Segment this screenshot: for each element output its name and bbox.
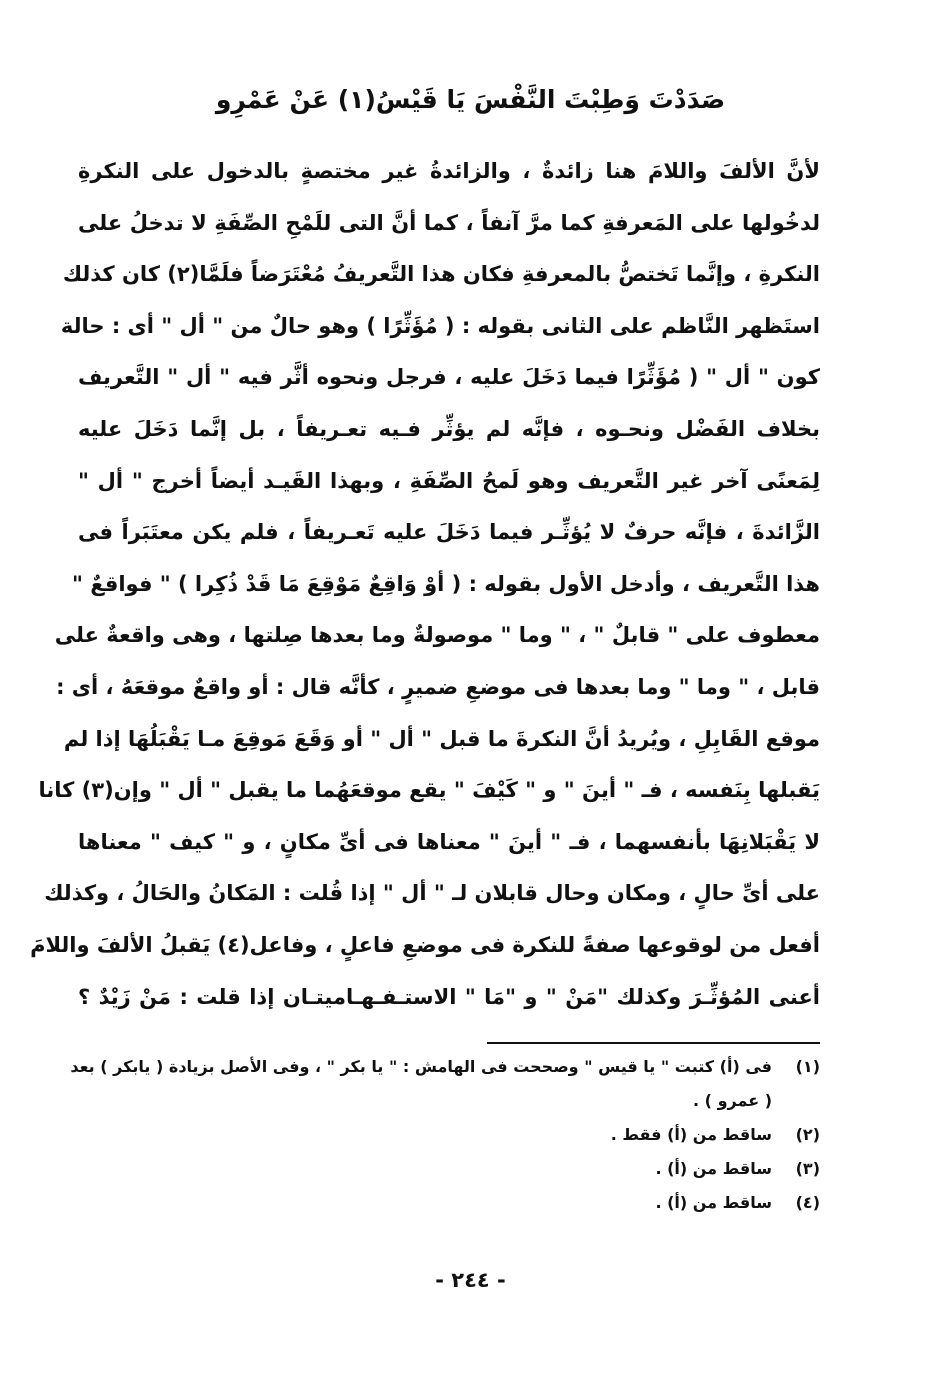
body-text (30, 146, 820, 1023)
body-line: أعنى المُؤثِّـرَ وكذلك "مَنْ " و "مَا " الاستـفـهـاميتـان إذا قلت : مَنْ زَيْدٌ ؟ (78, 984, 820, 1009)
verse-line: صَدَدْتَ وَطِبْتَ النَّفْسَ يَا قَيْسُ(١) عَنْ عَمْرِو (215, 85, 726, 114)
footnote-number: (١) (795, 1057, 820, 1076)
footnote-number: (٤) (795, 1193, 820, 1212)
footnote-text: ساقط من (أ) . (655, 1193, 772, 1212)
body-line: بخلاف الفَضْل ونحـوه ، فإنَّه لم يؤثِّر فـيه تعـريفاً ، بل إنَّما دَخَلَ عليه (78, 416, 820, 441)
footnote (78, 1152, 820, 1186)
body-line: يَقبلها بِنَفسه ، فـ " أينَ " و " كَيْفَ " يقع موقعَهُما ما يقبل " أل " وإن(٣) كانا (38, 778, 820, 803)
body-line: على أىِّ حالٍ ، ومكان وحال قابلان لـ " أل " إذا قُلت : المَكانُ والحَالُ ، وكذلك (44, 881, 820, 906)
body-line: قابل ، " وما " وما بعدها فى موضعِ ضميرٍ ، كأنَّه قال : أو واقعٌ موقعَهُ ، أى : (56, 674, 820, 699)
body-line: النكرةِ ، وإنَّما تَختصُّ بالمعرفةِ فكان هذا التَّعريفُ مُعْتَرَضاً فلَمَّا(٢) كان كذلك (62, 262, 820, 287)
body-line: هذا التَّعريف ، وأدخل الأول بقوله : ( أوْ وَاقِعٌ مَوْقِعَ مَا قَدْ ذُكِرا ) " فواقعٌ " (72, 571, 820, 596)
footnote-text: ساقط من (أ) . (655, 1159, 772, 1178)
footnote-text: فى (أ) كتبت " يا قيس " وصححت فى الهامش : " يا بكر " ، وفى الأصل بزيادة ( يابكر ) بعد (70, 1057, 772, 1076)
body-line: الزَّائدةَ ، فإنَّه حرفٌ لا يُؤثِّـر فيما دَخَلَ عليه تَعـريفاً ، فلم يكن معتَبَراً فى (78, 520, 820, 545)
footnotes (70, 1050, 820, 1220)
footnote-number: (٣) (795, 1159, 820, 1178)
footnote (70, 1050, 820, 1084)
footnote-continuation: ( عمرو ) . (693, 1091, 772, 1110)
body-line: لا يَقْبَلانِهَا بأنفسهما ، فـ " أينَ " معناها فى أىِّ مكانٍ ، و " كيف " معناها (78, 829, 820, 854)
body-line: لأنَّ الألفَ واللامَ هنا زائدةٌ ، والزائدةُ غير مختصةٍ بالدخول على النكرةِ (78, 159, 820, 183)
body-line: لِمَعنًى آخر غير التَّعريف وهو لَمحُ الصِّفَةِ ، وبهذا القَيـد أيضاً أخرج " أل " (78, 468, 820, 493)
body-line: موقع القَابِلِ ، ويُريدُ أنَّ النكرةَ ما قبل " أل " أو وَقَعَ مَوقِعَ مـا يَقْبَلُهَا إذا لم (63, 726, 820, 751)
footnote-separator (487, 1042, 820, 1044)
page-number: - ٢٤٤ - (435, 1268, 506, 1292)
body-line: أفعل من لوقوعها صفةً للنكرة فى موضعِ فاعلٍ ، وفاعل(٤) يَقبلُ الألفَ واللامَ (30, 932, 820, 957)
body-line: كون " أل " ( مُؤَثِّرًا فيما دَخَلَ عليه ، فرجل ونحوه أثَّر فيه " أل " التَّعريف (78, 365, 820, 390)
footnote (78, 1186, 820, 1220)
footnote-number: (٢) (795, 1125, 820, 1144)
body-line: لدخُولها على المَعرفةِ كما مرَّ آنفاً ، كما أنَّ التى للَمْحِ الصِّفَةِ لا تدخلُ على (78, 210, 820, 235)
body-line: استَظهر النَّاظم على الثانى بقوله : ( مُؤَثِّرًا ) وهو حالٌ من " أل " أى : حالة (60, 313, 820, 338)
body-line: معطوف على " قابلٌ " ، " وما " موصولةٌ وما بعدها صِلتها ، وهى واقعةٌ على (54, 623, 820, 648)
footnote (78, 1118, 820, 1152)
footnote-text: ساقط من (أ) فقط . (610, 1125, 772, 1144)
